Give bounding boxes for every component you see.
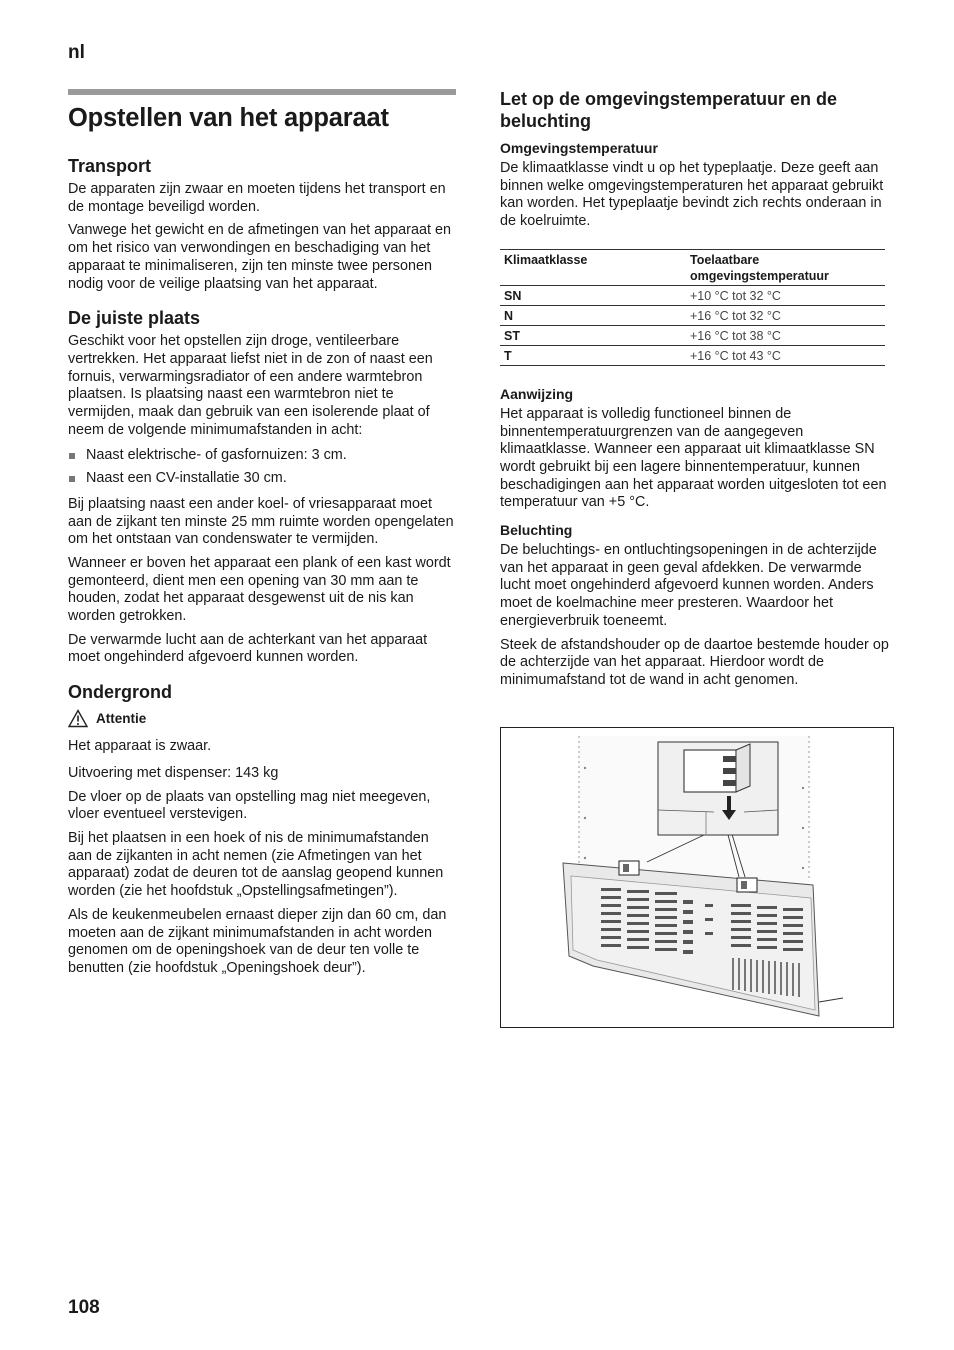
table-row [500,305,885,325]
plaats-paragraph-3: Wanneer er boven het apparaat een plank of een kast wordt gemonteerd, dient men een opening van 30 mm aan te houden, zodat het apparaat desgewenst uit de nis kan worden getrokken. [68,554,451,625]
aanwijzing-subheading: Aanwijzing [500,385,574,402]
page-number: 108 [68,1297,100,1318]
spacer-illustration [500,727,894,1028]
column-header-temperatuur: Toelaatbare omgevingstemperatuur [690,252,829,283]
ondergrond-paragraph-3: De vloer op de plaats van opstelling mag niet meegeven, vloer eventueel verstevigen. [68,788,431,823]
ondergrond-paragraph-5: Als de keukenmeubelen ernaast dieper zijn dan 60 cm, dan moeten aan de zijkant minimumafstanden in acht worden genomen om de openingshoek van de deur ten volle te benutten (zie hoofdstuk „Openingshoek deur”). [68,906,447,976]
temperatuur-cell: +16 °C tot 32 °C [690,308,781,323]
attention-note [68,709,456,728]
omgevingstemperatuur-subheading: Omgevingstemperatuur [500,140,658,156]
plaats-heading: De juiste plaats [68,308,201,329]
omgeving-paragraph-4: Steek de afstandshouder op de daartoe bestemde houder op de achterzijde van het apparaat. Hierdoor wordt de minimumafstand tot de wand in acht genomen. [500,636,889,688]
appliance-back-illustration [501,728,894,1028]
klasse-cell: T [504,348,512,363]
temperatuur-cell: +16 °C tot 38 °C [690,328,781,343]
temperatuur-cell: +10 °C tot 32 °C [690,288,781,303]
language-label: nl [68,42,85,63]
distance-list [68,447,456,487]
omgeving-heading: Let op de omgevingstemperatuur en de beluchting [500,89,838,131]
climate-class-table [500,249,885,366]
right-column [500,88,895,696]
column-header-klasse: Klimaatklasse [504,252,588,267]
omgeving-paragraph-2: Het apparaat is volledig functioneel binnen de binnentemperatuurgrenzen van de aangegeven klimaatklasse. Wanneer een apparaat uit klimaatklasse SN wordt gebruikt bij een lagere binnentemperatuur, kunnen beschadigingen aan het apparaat worden uitgesloten tot een temperatuur van +5 °C. [500,405,887,511]
klasse-cell: ST [504,328,520,343]
bullet-icon [69,453,75,459]
attention-label: Attentie [96,710,147,726]
klasse-cell: SN [504,288,522,303]
plaats-paragraph-4: De verwarmde lucht aan de achterkant van het apparaat moet ongehinderd afgevoerd kunnen worden. [68,631,428,666]
warning-icon [68,709,88,728]
page-title: Opstellen van het apparaat [68,104,389,132]
transport-heading: Transport [68,156,152,176]
list-item [68,470,456,488]
temperatuur-cell: +16 °C tot 43 °C [690,348,781,363]
transport-paragraph-1: De apparaten zijn zwaar en moeten tijdens het transport en de montage beveiligd worden. [68,181,446,215]
plaats-paragraph-1: Geschikt voor het opstellen zijn droge, ventileerbare vertrekken. Het apparaat liefst niet in de zon of naast een fornuis, verwarmingsradiator of een andere warmtebron plaatsen. Is plaatsing naast een warmtebron niet te vermijden, maak dan gebruik van een isolerende plaat of neem de volgende minimumafstanden in acht: [68,333,433,438]
table-row [500,345,885,365]
transport-paragraph-2: Vanwege het gewicht en de afmetingen van het apparaat en om het risico van verwondingen en beschadiging van het apparaat te minimaliseren, zijn ten minste twee personen nodig voor de veilige plaatsing van het apparaat. [68,222,451,292]
plaats-paragraph-2: Bij plaatsing naast een ander koel- of vriesapparaat moet aan de zijkant ten minste 25 mm ruimte worden opengelaten om het ontstaan van condenswater te vermijden. [68,495,454,548]
beluchting-subheading: Beluchting [500,522,573,539]
list-item-text: Naast een CV-installatie 30 cm. [86,470,287,487]
table-row [500,325,885,345]
ondergrond-heading: Ondergrond [68,682,172,703]
list-item-text: Naast elektrische- of gasfornuizen: 3 cm. [86,447,347,464]
ondergrond-paragraph-1: Het apparaat is zwaar. [68,738,212,755]
klasse-cell: N [504,308,514,323]
list-item [68,447,456,465]
table-row [500,285,885,305]
omgeving-paragraph-1: De klimaatklasse vindt u op het typeplaatje. Deze geeft aan binnen welke omgevingstemperaturen het apparaat gebruikt kan worden. Het typeplaatje bevindt zich rechts onderaan in de koelruimte. [500,160,884,230]
bullet-icon [69,476,75,482]
table-header-row [500,249,885,285]
omgeving-paragraph-3: De beluchtings- en ontluchtingsopeningen in de achterzijde van het apparaat in geen geval afdekken. De verwarmde lucht moet ongehinderd afgevoerd kunnen worden. Anders moet de koelmachine meer presteren. Waardoor het energieverbruik toeneemt. [500,542,877,629]
ondergrond-paragraph-4: Bij het plaatsen in een hoek of nis de minimumafstanden aan de zijkanten in acht nemen (zie Afmetingen van het apparaat) zodat de deuren tot de aanslag geopend kunnen worden (zie het hoofdstuk „Opstellingsafmetingen”). [68,829,444,900]
ondergrond-paragraph-2: Uitvoering met dispenser: 143 kg [68,764,279,781]
left-column [68,89,456,984]
section-rule [68,89,456,95]
